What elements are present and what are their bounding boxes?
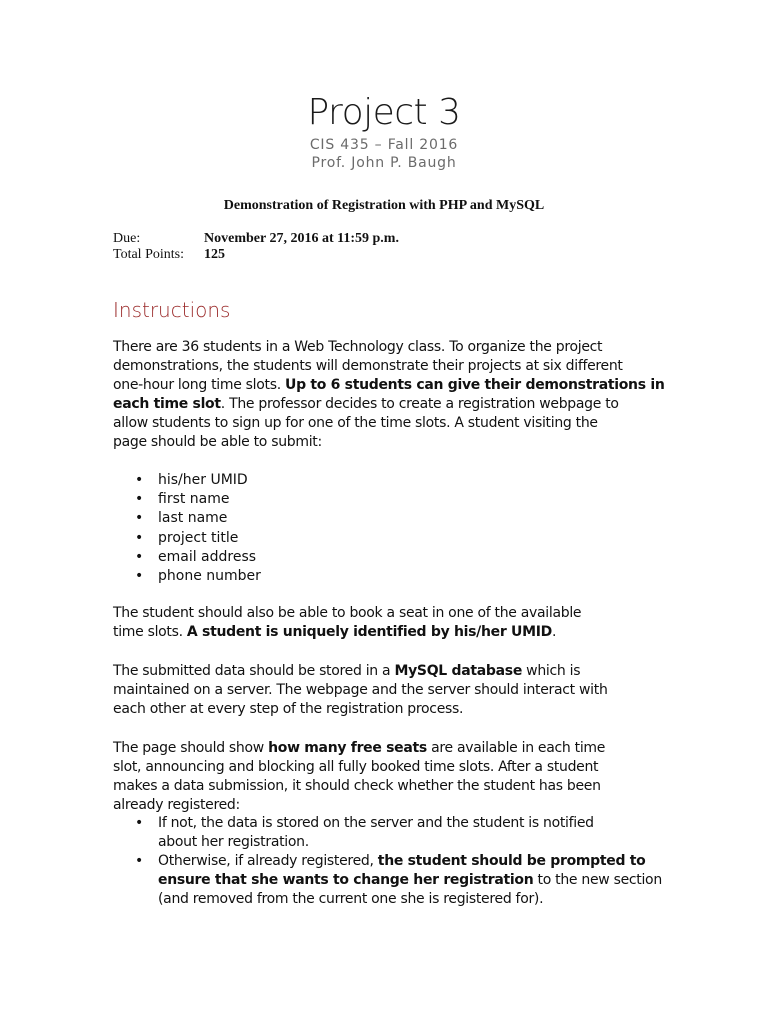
due-value: November 27, 2016 at 11:59 p.m. [204,231,399,246]
text-line: maintained on a server. The webpage and the server should interact with [113,682,608,698]
bullet-icon: • [135,529,144,546]
demo-heading: Demonstration of Registration with PHP and MySQL [223,198,545,213]
page-title: Project 3 [307,92,461,133]
text-line: The page should show how many free seats are available in each time [113,740,606,756]
bullet-icon: • [135,548,144,565]
text-line: The student should also be able to book a seat in one of the available [113,605,582,621]
registration-cases-list [135,814,662,909]
text-line: each other at every step of the registration process. [113,701,464,717]
text-line: demonstrations, the students will demonstrate their projects at six different [113,358,623,374]
paragraph-intro [113,338,673,452]
text-line: makes a data submission, it should check whether the student has been [113,778,601,794]
text-line: page should be able to submit: [113,434,322,450]
list-item: • first name [135,490,261,509]
bullet-icon: • [135,491,144,508]
professor-subtitle: Prof. John P. Baugh [311,155,457,171]
list-item: • project title [135,529,261,548]
due-label: Due: [113,231,141,246]
bullet-icon: • [135,472,144,488]
text-line: each time slot. The professor decides to create a registration webpage to [113,396,619,412]
list-item: • email address [135,548,261,567]
text-line: time slots. A student is uniquely identified by his/her UMID. [113,624,557,640]
list-item: • Otherwise, if already registered, the student should be prompted to ensure that she wants to change her registration to the new section (and removed from the current one she is registered for). [135,853,662,907]
course-subtitle: CIS 435 – Fall 2016 [309,137,459,153]
text-line: slot, announcing and blocking all fully booked time slots. After a student [113,759,599,775]
paragraph-free-seats [113,739,673,815]
instructions-heading: Instructions [113,298,231,322]
fields-list [135,471,261,586]
points-label: Total Points: [113,247,184,262]
list-item: • last name [135,509,261,528]
bullet-icon: • [135,510,144,527]
points-value: 125 [204,247,225,262]
text-line: The submitted data should be stored in a MySQL database which is [113,663,581,679]
bullet-icon: • [135,853,144,869]
text-line: one-hour long time slots. Up to 6 students can give their demonstrations in [113,377,665,393]
bullet-icon: • [135,815,144,831]
text-line: allow students to sign up for one of the time slots. A student visiting the [113,415,598,431]
paragraph-storage [113,662,673,719]
list-item: • If not, the data is stored on the server and the student is notified about her registration. [135,815,594,850]
paragraph-booking [113,604,673,642]
list-item: • phone number [135,567,261,586]
text-line: already registered: [113,797,240,813]
text-line: There are 36 students in a Web Technology class. To organize the project [113,339,603,355]
bullet-icon: • [135,568,144,585]
list-item: • his/her UMID [135,471,261,490]
